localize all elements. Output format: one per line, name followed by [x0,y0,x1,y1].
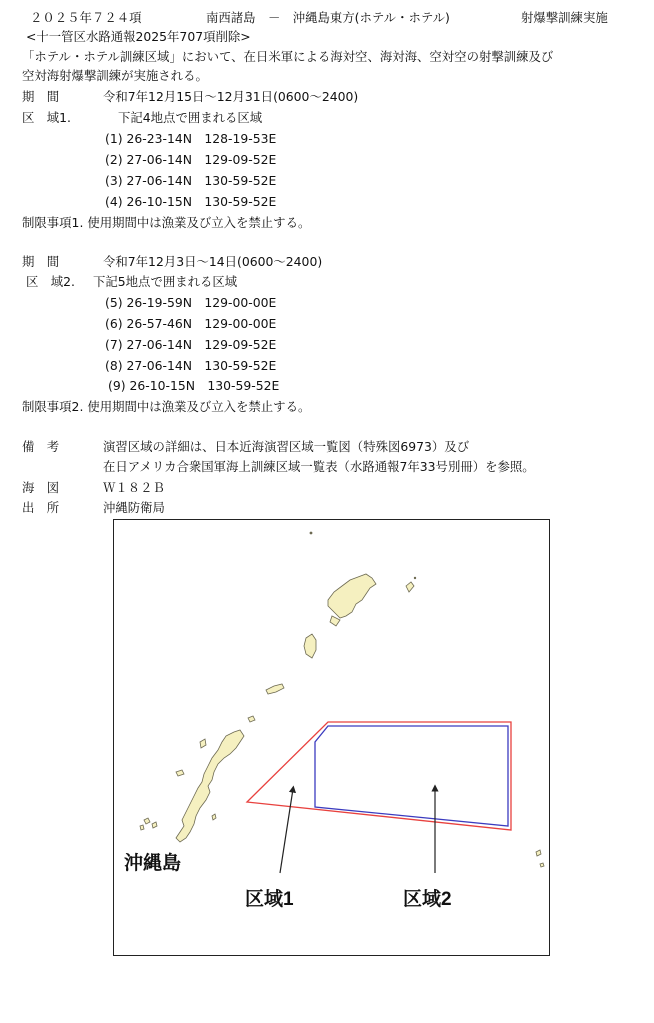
area-2-label: 区域2 [403,889,452,910]
area-label-1: 区 域1. [22,110,71,125]
daito-islands [536,850,544,867]
point-4: (4) 26-10-15N 130-59-52E [105,194,277,209]
point-6: (6) 26-57-46N 129-00-00E [105,316,277,331]
point-2: (2) 27-06-14N 129-09-52E [105,152,277,167]
area-desc-2: 下記5地点で囲まれる区域 [93,274,238,289]
notice-region: 南西諸島 － 沖縄島東方(ホテル・ホテル) [206,10,450,25]
area-desc-1: 下記4地点で囲まれる区域 [118,110,263,125]
restriction-1: 制限事項1. 使用期間中は漁業及び立入を禁止する。 [22,215,311,230]
okinawa-island-label: 沖縄島 [124,853,182,874]
point-1: (1) 26-23-14N 128-19-53E [105,131,277,146]
period-label-2: 期 間 [22,254,60,269]
period-label-1: 期 間 [22,89,60,104]
chart-value: Ｗ１８２Ｂ [103,480,165,495]
amami-oshima-island [328,574,376,618]
point-7: (7) 27-06-14N 129-09-52E [105,337,277,352]
notes-line-1: 演習区域の詳細は、日本近海演習区域一覧図（特殊図6973）及び [103,439,470,454]
iejima-island [176,770,184,776]
notes-line-2: 在日アメリカ合衆国軍海上訓練区域一覧表（水路通報7年33号別冊）を参照。 [103,459,535,474]
area-1-arrow [280,789,293,873]
iheya-island [200,739,206,748]
islet-marker [310,532,313,535]
yoron-island [248,716,255,722]
intro-text-2: 空対海射爆撃訓練が実施される。 [22,68,208,83]
point-5: (5) 26-19-59N 129-00-00E [105,295,277,310]
tokunoshima-island [304,634,316,658]
kikai-island [406,582,414,592]
kakeroma-island [330,616,340,626]
point-9: (9) 26-10-15N 130-59-52E [108,378,280,393]
restriction-2: 制限事項2. 使用期間中は漁業及び立入を禁止する。 [22,399,311,414]
point-3: (3) 27-06-14N 130-59-52E [105,173,277,188]
kerama-islands [140,818,157,830]
okinoerabu-island [266,684,284,694]
tsuken-island [212,814,216,820]
notice-title: 射爆撃訓練実施 [521,10,608,25]
source-value: 沖縄防衛局 [103,500,165,515]
area-label-2: 区 域2. [26,274,75,289]
okinawa-island [176,730,244,842]
chart-label: 海 図 [22,480,60,495]
area-1-label: 区域1 [245,889,294,910]
reference-note: <十一管区水路通報2025年707項削除> [26,29,251,44]
notice-number: ２０２５年７２４項 [30,10,142,25]
source-label: 出 所 [22,500,60,515]
period-value-1: 令和7年12月15日～12月31日(0600～2400) [103,89,359,104]
islet-marker [414,577,416,579]
area-map [113,519,550,956]
notes-label: 備 考 [22,439,60,454]
area-2-outline [315,726,508,826]
intro-text-1: 「ホテル・ホテル訓練区域」において、在日米軍による海対空、海対海、空対空の射撃訓練及び [22,49,554,64]
period-value-2: 令和7年12月3日～14日(0600～2400) [103,254,323,269]
point-8: (8) 27-06-14N 130-59-52E [105,358,277,373]
